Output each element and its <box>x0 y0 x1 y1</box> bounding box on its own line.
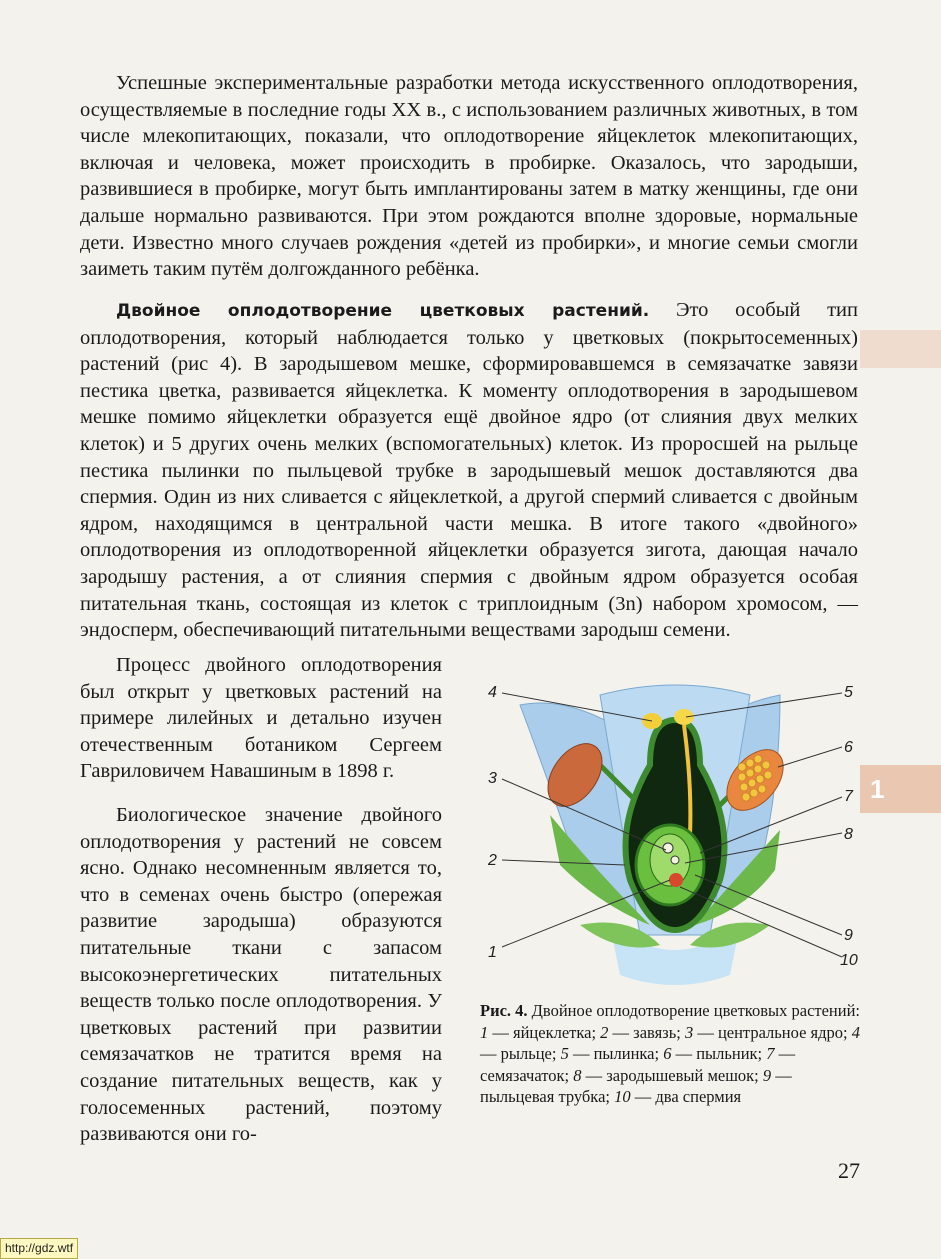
caption-item-number: 9 <box>762 1065 772 1085</box>
pollen-grain <box>674 709 694 725</box>
figure-label-4: 4 <box>488 684 497 701</box>
caption-item-text: — зародышевый мешок; <box>581 1065 763 1085</box>
watermark: http://gdz.wtf <box>0 1238 78 1259</box>
paragraph-ivf: Успешные экспериментальные разработки метода искусственного оплодотворения, осуществляемые в последние годы XX в., с использованием различных животных, в том числе млекопитающих, показали, что оплодотворение яйцеклеток млекопитающих, включая и человека, может происходить в пробирке. Оказалось, что зародыши, развившиеся в пробирке, могут быть имплантированы затем в матку женщины, где они дальше нормально развиваются. При этом рождаются вполне здоровые, нормальные дети. Известно много случаев рождения «детей из пробирки», и многие семьи смогли заиметь таким путём долгожданного ребёнка. <box>80 72 858 281</box>
figure-label-8: 8 <box>844 826 853 843</box>
caption-item-text: — пылинка; <box>568 1044 664 1064</box>
figure-label-1: 1 <box>488 944 497 961</box>
caption-item-text: — рыльце; <box>480 1044 561 1064</box>
caption-item-number: 3 <box>684 1022 694 1042</box>
caption-item-text: Двойное оплодотворение цветковых растений: <box>527 1001 860 1020</box>
figure-label-2: 2 <box>488 852 497 869</box>
figure-label-6: 6 <box>844 739 853 756</box>
caption-item-text: — пыльник; <box>671 1044 767 1064</box>
caption-item-number: 2 <box>600 1022 609 1042</box>
caption-item-text: — семязачаток; <box>480 1044 796 1085</box>
figure-label-5: 5 <box>844 684 853 701</box>
caption-item-text: — два спермия <box>630 1087 742 1107</box>
paragraph-double-fertilization <box>80 297 858 644</box>
chapter-tab <box>860 765 941 813</box>
caption-heading: Рис. 4. <box>480 1001 528 1020</box>
margin-band <box>860 330 941 368</box>
figure-label-9: 9 <box>844 927 853 944</box>
caption-item-number: 5 <box>560 1044 569 1064</box>
caption-item-number: 10 <box>614 1087 631 1107</box>
section-heading: Двойное оплодотворение цветковых растений. <box>116 301 650 321</box>
egg-cell <box>669 873 683 887</box>
paragraph-navashin: Процесс двойного оплодотворения был открыт у цветковых растений на примере лилейных и детально изучен отечественным ботаником Сергеем Гавриловичем Навашиным в 1898 г. <box>80 654 442 783</box>
paragraph-body: Это особый тип оплодотворения, который наблюдается только у цветковых (покрытосеменных) растений (рис 4). В зародышевом мешке, сформировавшемся в семязачатке завязи пестика цветка, развивается яйцеклетка. К моменту оплодотворения в зародышевом мешке помимо яйцеклетки образуется ещё двойное ядро (от слияния двух мелких клеток) и 5 других очень мелких (вспомогательных) клеток. Из проросшей на рыльце пестика пылинки по пыльцевой трубке в зародышевый мешок доставляются два спермия. Один из них сливается с яйцеклеткой, а другой спермий сливается с двойным ядром, находящимся в центральной части мешка. В итоге такого «двойного» оплодотворения из оплодотворенной яйцеклетки образуется зигота, дающая начало зародышу растения, а от слияния спермия с двойным ядром образуется особая питательная ткань, состоящая из клеток с триплоидным (3n) набором хромосом, — эндосперм, обеспечивающий питательными веществами зародыш семени. <box>80 299 858 642</box>
figure-caption <box>480 1000 865 1108</box>
caption-item-text: — пыльцевая трубка; <box>480 1065 792 1107</box>
flower-diagram <box>480 675 865 995</box>
figure-label-10: 10 <box>840 952 858 969</box>
caption-item-number: 7 <box>766 1044 775 1064</box>
chapter-tab-number: 1 <box>870 774 885 804</box>
caption-item-text: — завязь; <box>608 1022 685 1042</box>
caption-item-number: 6 <box>663 1044 672 1064</box>
caption-item-number: 4 <box>851 1022 860 1042</box>
caption-item-text: — яйцеклетка; <box>488 1022 601 1042</box>
caption-item-text: — центральное ядро; <box>693 1022 852 1042</box>
figure-label-7: 7 <box>844 788 853 805</box>
page-number: 27 <box>838 1158 860 1183</box>
paragraph-biological-meaning: Биологическое значение двойного оплодотворения у растений не совсем ясно. Однако несомненным является то, что в семенах очень быстро (опережая развитие зародыша) образуются питательные ткани с запасом высокоэнергетических питательных веществ только после оплодотворения. У цветковых растений при развитии семязачатков не тратится время на создание питательных веществ, как у голосеменных растений, поэтому развиваются они го- <box>80 804 442 1146</box>
figure-label-3: 3 <box>488 770 497 787</box>
caption-item-number: 1 <box>480 1022 489 1042</box>
caption-item-number: 8 <box>573 1065 582 1085</box>
caption-body <box>480 1001 860 1106</box>
